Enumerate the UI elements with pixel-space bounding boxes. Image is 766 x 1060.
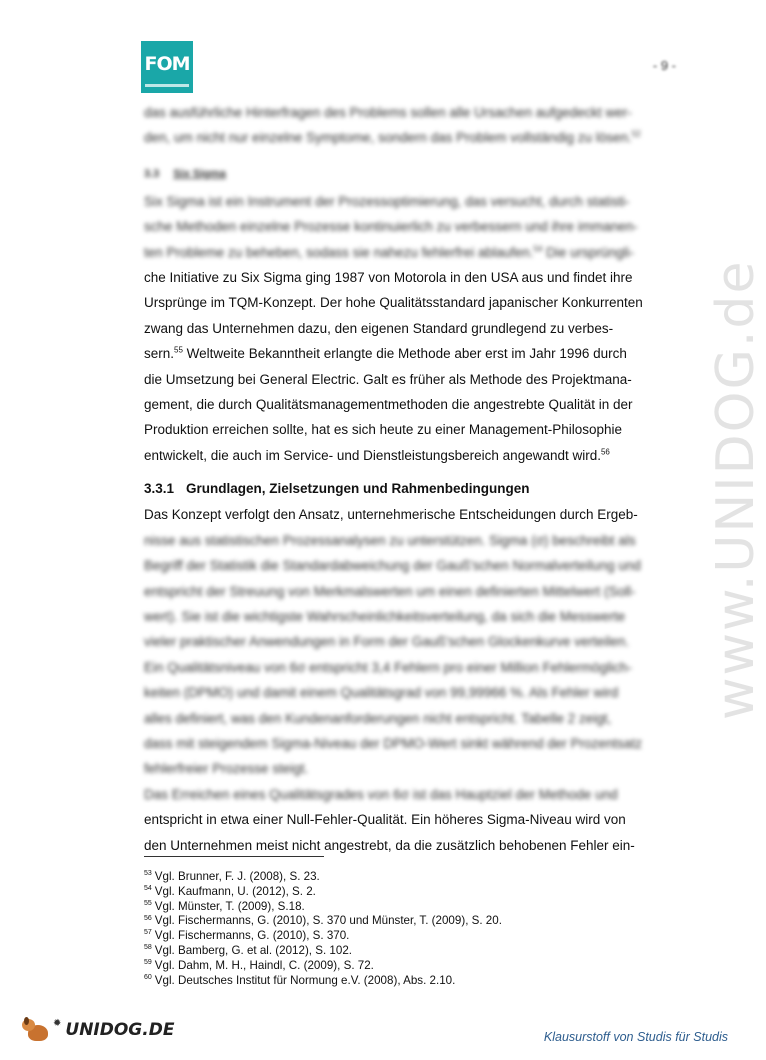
- fom-logo: [141, 41, 193, 93]
- dog-icon: [22, 1015, 52, 1045]
- footnote: $^{53}$ Vgl. Brunner, F. J. (2008), S. 23.: [144, 870, 320, 883]
- text-line: che Initiative zu Six Sigma ging 1987 von Motorola in den USA aus und findet ihre: [144, 270, 633, 286]
- text-line: Ein Qualitätsniveau von 6σ entspricht 3,4 Fehlern pro einer Million Fehlermöglich-: [144, 659, 632, 675]
- text-line: gement, die durch Qualitätsmanagementmethoden die angestrebte Qualität in der: [144, 397, 633, 413]
- section-title: Grundlagen, Zielsetzungen und Rahmenbedingungen: [186, 481, 530, 497]
- footnote: $^{57}$ Vgl. Fischermanns, G. (2010), S. 370.: [144, 929, 350, 943]
- text-line: den Unternehmen meist nicht angestrebt, da die zusätzlich behobenen Fehler ein-: [144, 837, 635, 853]
- text-line: vieler praktischer Anwendungen in Form der Gauß'schen Glockenkurve verteilen.: [144, 634, 630, 650]
- watermark: www.UNIDOG.de: [706, 259, 766, 720]
- paw-icon: ✹: [53, 1017, 62, 1029]
- text-line: entspricht in etwa einer Null-Fehler-Qualität. Ein höheres Sigma-Niveau wird von: [144, 812, 626, 828]
- page-body: [144, 100, 678, 858]
- footnote-separator: [144, 856, 324, 857]
- page-number: - 9 -: [652, 58, 676, 73]
- paragraph-zero-defect: [144, 807, 678, 858]
- footnote: $^{55}$ Vgl. Münster, T. (2009), S.18.: [144, 899, 305, 913]
- paragraph-six-sigma-history: [144, 265, 678, 468]
- section-heading-3-3: [144, 163, 678, 185]
- fom-logo-text: FOM: [144, 53, 190, 75]
- text-line: wert). Sie ist die wichtigste Wahrscheinlichkeitsverteilung, da sich die Messwerte: [144, 608, 626, 624]
- footnote: $^{54}$ Vgl. Kaufmann, U. (2012), S. 2.: [144, 884, 316, 898]
- text-line: Begriff der Statistik die Standardabweichung der Gauß'schen Normalverteilung und: [144, 558, 641, 574]
- text-line: ten Probleme zu beheben, sodass sie nahezu fehlerfrei ablaufen.$^{54}$ Die ursprüngli-: [144, 244, 634, 260]
- footnote: $^{56}$ Vgl. Fischermanns, G. (2010), S. 370 und Münster, T. (2009), S. 20.: [144, 914, 502, 928]
- text-line: alles definiert, was den Kundenanforderungen nicht entspricht. Tabelle 2 zeigt,: [144, 710, 612, 726]
- footnote-ref: 54: [533, 244, 543, 254]
- text-line: Produktion erreichen sollte, hat es sich heute zu einer Management-Philosophie: [144, 422, 623, 438]
- footnote: $^{58}$ Vgl. Bamberg, G. et al. (2012), S. 102.: [144, 943, 352, 957]
- text-line: sern.$^{55}$ Weltweite Bekanntheit erlangte die Methode aber erst im Jahr 1996 durch: [144, 345, 627, 362]
- text-line: Das Konzept verfolgt den Ansatz, unternehmerische Entscheidungen durch Ergeb-: [144, 507, 638, 523]
- text-line: sche Methoden einzelne Prozesse kontinuierlich zu verbessern und ihre immanen-: [144, 219, 638, 235]
- footnote: $^{60}$ Vgl. Deutsches Institut für Normung e.V. (2008), Abs. 2.10.: [144, 973, 456, 987]
- section-heading-3-3-1: [144, 478, 678, 500]
- footnote: $^{59}$ Vgl. Dahm, M. H., Haindl, C. (2009), S. 72.: [144, 958, 374, 972]
- unidog-logo: [22, 1015, 174, 1045]
- section-number: 3.3: [144, 167, 160, 180]
- text-line: entspricht der Streuung von Merkmalswerten um einen definierten Mittelwert (Soll-: [144, 583, 636, 599]
- blurred-intro: [144, 100, 678, 151]
- text-line: keiten (DPMO) und damit einem Qualitätsgrad von 99,99966 %. Als Fehler wird: [144, 685, 619, 701]
- footnote-ref: 52: [631, 129, 641, 139]
- text-line: fehlerfreier Prozesse steigt.: [144, 761, 309, 777]
- text-line: nisse aus statistischen Prozessanalysen zu unterstützen. Sigma (σ) beschreibt als: [144, 532, 636, 548]
- footnote-ref: 56: [600, 447, 610, 457]
- text-line: dass mit steigendem Sigma-Niveau der DPMO-Wert sinkt während der Prozentsatz: [144, 735, 642, 751]
- blurred-six-sigma-intro: [144, 189, 678, 265]
- text-line: Ursprünge im TQM-Konzept. Der hohe Qualitätsstandard japanischer Konkurrenten: [144, 295, 643, 311]
- footnote-ref: 55: [174, 345, 183, 355]
- text-line: die Umsetzung bei General Electric. Galt es früher als Methode des Projektmana-: [144, 371, 632, 387]
- text-line: entwickelt, die auch im Service- und Dienstleistungsbereich angewandt wird.$^{56}$: [144, 447, 610, 463]
- footnotes: [144, 870, 684, 988]
- text-line: zwang das Unternehmen dazu, den eigenen Standard grundlegend zu verbes-: [144, 320, 614, 336]
- text-line: das ausführliche Hinterfragen des Problems sollen alle Ursachen aufgedeckt wer-: [144, 105, 632, 120]
- section-title: Six Sigma: [173, 167, 226, 180]
- footer-slogan: Klausurstoff von Studis für Studis: [543, 1030, 728, 1044]
- blurred-sigma-definition: [144, 528, 678, 807]
- brand-text: UNIDOG.DE: [65, 1020, 175, 1040]
- section-number: 3.3.1: [144, 481, 175, 497]
- text-line: Six Sigma ist ein Instrument der Prozessoptimierung, das versucht, durch statisti-: [144, 193, 630, 209]
- text-line: den, um nicht nur einzelne Symptome, sondern das Problem vollständig zu lösen.$^{52}$: [144, 129, 641, 146]
- text-line: Das Erreichen eines Qualitätsgrades von 6σ ist das Hauptziel der Methode und: [144, 786, 618, 802]
